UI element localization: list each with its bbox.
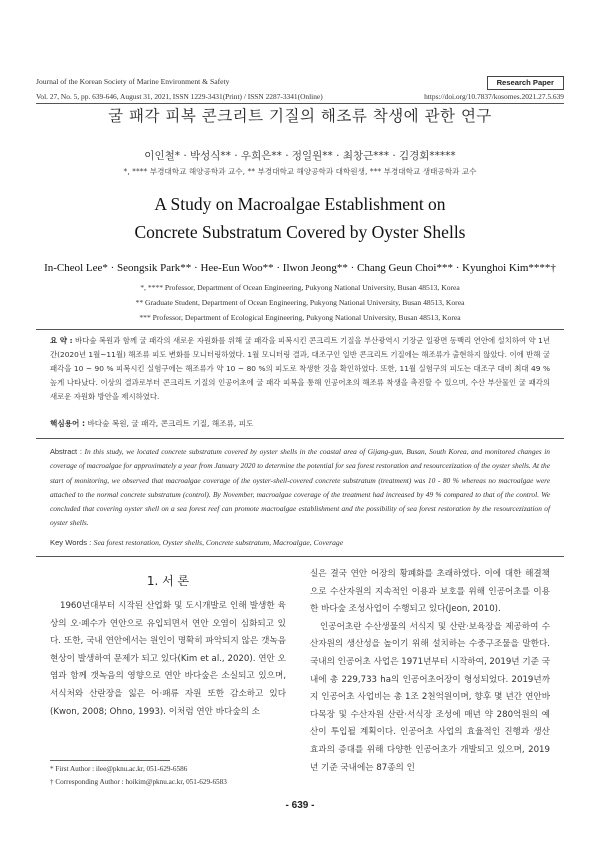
korean-abstract-text: 바다숲 복원과 함께 굴 패각의 새로운 자원화를 위해 굴 패각을 피복시킨 콘크리트 기질을 부산광역시 기장군 일광면 동백리 연안에 설치하여 약 1년간(2020년 1월~11월) 해조류 피도 변화를 모니터링하였다. 1월 모니터링 결과, 대조구인 일반 콘크리트 기질에는 해조류가 출현하지 않았다. 이에 반해 굴 패각을 10 ~ 90 % 피복시킨 실험구에는 해조류가 약 10 ~ 80 %의 피도로 착생한 것을 확인하였다. 또한, 11월 실험구의 피도는 대조구 대비 최대 49 % 높게 나타났다. 이상의 결과로부터 콘크리트 기질의 인공어초에 굴 패각 피복을 통해 인공어초의 해조류 착생을 촉진할 수 있으며, 수산 부산물인 굴 패각의 새로운 자원화 방안을 제시하였다. (50, 336, 550, 401)
english-keywords-label: Key Words : (50, 538, 92, 547)
korean-authors: 이인철* · 박성식** · 우희은** · 정일원** · 최창근*** · 김경회***** (144, 150, 456, 162)
intro-paragraph-left: 1960년대부터 시작된 산업화 및 도시개발로 인해 발생한 육상의 오·폐수가 연안으로 유입되면서 연안 오염이 심화되고 있다. 또한, 국내 연안에서는 원인이 명확히 파악되지 않은 갯녹음 현상이 발생하여 문제가 되고 있다(Kim et al., 2020). 연안 오염과 함께 갯녹음의 영향으로 연안 바다숲은 소실되고 있으며, 서식처와 산란장을 잃은 어·패류 자원 또한 감소하고 있다(Kwon, 2008; Ohno, 1993). 이처럼 연안 바다숲의 소 (50, 601, 286, 717)
left-column (50, 598, 286, 721)
kr-abstract-rule (36, 438, 564, 439)
volume-info: Vol. 27, No. 5, pp. 639-646, August 31, 2021, ISSN 1229-3431(Print) / ISSN 2287-3341(Online) (36, 92, 323, 101)
english-title-line1: A Study on Macroalgae Establishment on (154, 194, 446, 214)
korean-keywords-label: 핵심용어 : (50, 419, 86, 428)
doi-link[interactable]: https://doi.org/10.7837/kosomes.2021.27.5.639 (424, 92, 564, 101)
page-number: - 639 - (285, 800, 315, 811)
right-column (310, 566, 550, 777)
english-authors: In-Cheol Lee* · Seongsik Park** · Hee-Eun Woo** · Ilwon Jeong** · Chang Geun Choi*** · Kyunghoi Kim****† (44, 262, 556, 274)
english-affiliation-3: *** Professor, Department of Ecological Engineering, Pukyong National University, Busan 48513, Korea (139, 313, 461, 322)
intro-paragraph-right-1: 실은 결국 연안 어장의 황폐화를 초래하였다. 이에 대한 해결책으로 수산자원의 지속적인 이용과 보호를 위해 인공어초를 이용한 바다숲 조성사업이 수행되고 있다(Jeon, 2010). (310, 569, 550, 615)
english-title-line2: Concrete Substratum Covered by Oyster Shells (134, 222, 466, 242)
footnote-rule (50, 760, 170, 761)
korean-affiliation: *, **** 부경대학교 해양공학과 교수, ** 부경대학교 해양공학과 대학원생, *** 부경대학교 생태공학과 교수 (123, 167, 477, 176)
english-affiliation-1: *, **** Professor, Department of Ocean Engineering, Pukyong National University, Busan 48513, Korea (140, 283, 460, 292)
korean-abstract (50, 334, 550, 404)
english-affiliation-2: ** Graduate Student, Department of Ocean Engineering, Pukyong National University, Busan 48513, Korea (135, 298, 465, 307)
section-title-introduction: 1. 서 론 (146, 574, 190, 588)
intro-paragraph-right-2: 인공어초란 수산생물의 서식지 및 산란·보육장을 제공하여 수산자원의 생산성을 높이기 위해 설치하는 수중구조물을 말한다. 국내의 인공어초 사업은 1971년부터 시작하여, 2019년 기준 국내에 총 229,733 ha의 인공어초어장이 형성되었다. 2019년까지 인공어초 사업비는 총 1조 2천억원이며, 향후 몇 년간 연안바다목장 및 수산자원 산란·서식장 조성에 매년 약 280억원의 예산이 투입될 계획이다. 인공어초 사업의 효율적인 진행과 생산 효과의 증대를 위해 다양한 인공어초가 개발되고 있으며, 2019년 기준 국내에는 87종의 인 (310, 621, 550, 773)
abstract-end-rule (36, 556, 564, 557)
footnote-first-author: * First Author : ilee@pknu.ac.kr, 051-629-6586 (50, 765, 188, 773)
journal-name: Journal of the Korean Society of Marine Environment & Safety (36, 77, 230, 86)
korean-keywords (50, 418, 253, 429)
title-block-rule (36, 329, 564, 330)
english-abstract-text: In this study, we located concrete substratum covered by oyster shells in the coastal area of Gijang-gun, Busan, South Korea, and monitored changes in coverage of macroalgae for approximately a year from January 2020 to determine the potential for sea forest restoration and resourcezization of the oyster shells. At the start of monitoring, we observed that macroalgae coverage of the oyster-shell-covered concrete substratum (treatment) was 10 - 80 % whereas no macroalgae were attached to the normal concrete substratum (control). By November, macroalgae coverage of the treatment had increased by 49 % compared to that of the control. We concluded that covering oyster shell on a sea forest reef can promote macroalgae establishment and the possibility of sea forest restoration by the resourcezization of oyster shells. (50, 447, 551, 528)
english-abstract-label: Abstract : (50, 447, 82, 456)
korean-keywords-text: 바다숲 복원, 굴 패각, 콘크리트 기질, 해조류, 피도 (87, 419, 254, 428)
korean-abstract-label: 요 약 : (50, 336, 73, 345)
english-abstract (50, 445, 550, 531)
article-type-badge: Research Paper (487, 76, 564, 90)
english-keywords-text: Sea forest restoration, Oyster shells, Concrete substratum, Macroalgae, Coverage (93, 538, 344, 547)
korean-title: 굴 패각 피복 콘크리트 기질의 해조류 착생에 관한 연구 (108, 107, 492, 125)
footnote-corresponding-author: † Corresponding Author : hoikim@pknu.ac.kr, 051-629-6583 (50, 778, 227, 786)
english-keywords (50, 538, 343, 547)
